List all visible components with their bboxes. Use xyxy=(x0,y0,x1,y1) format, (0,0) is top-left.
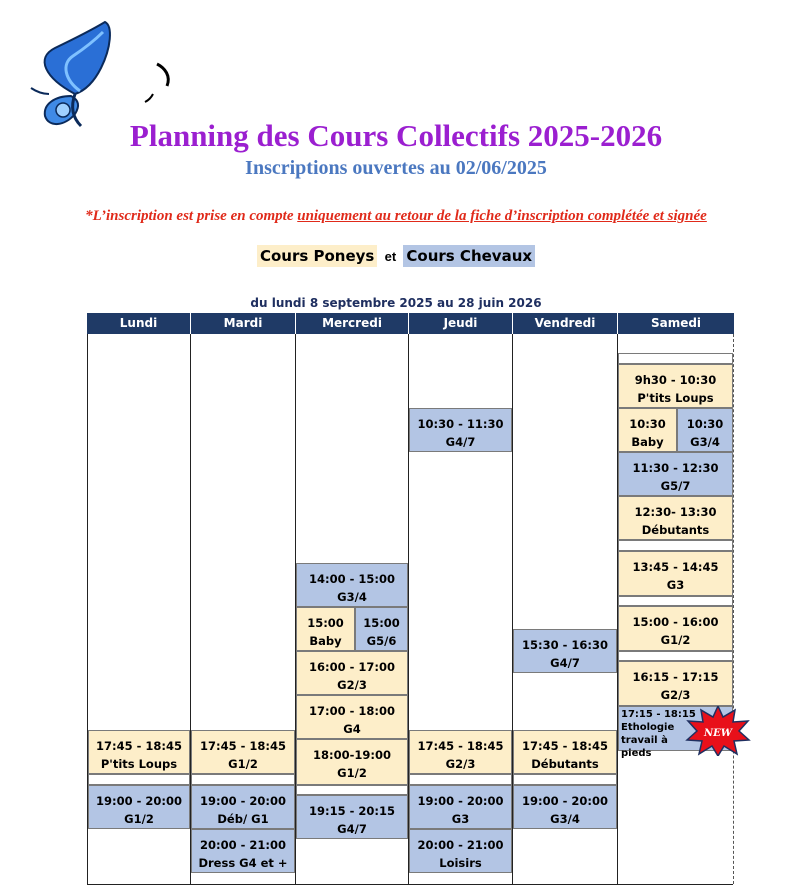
slot-group: Débutants xyxy=(641,523,710,537)
slot-group: G2/3 xyxy=(660,688,691,702)
slot-group: G3/4 xyxy=(690,435,720,449)
slot-gap xyxy=(618,651,733,661)
slot-time: 16:15 - 17:15 xyxy=(632,670,719,684)
slot-time: 19:00 - 20:00 xyxy=(200,794,286,808)
slot-time: 9h30 - 10:30 xyxy=(634,373,717,387)
slot-samedi-6 xyxy=(618,551,733,596)
slot-group: Débutants xyxy=(531,757,599,771)
new-badge xyxy=(685,706,751,756)
slot-time: 15:00 - 16:00 xyxy=(632,615,719,629)
slot-group: G4/7 xyxy=(337,822,367,836)
slot-samedi-4 xyxy=(618,452,733,496)
notice-underlined: uniquement au retour de la fiche d’inscription complétée et signée xyxy=(297,208,707,224)
slot-vendredi-2 xyxy=(513,730,617,774)
slot-samedi-7 xyxy=(618,606,733,651)
legend xyxy=(0,247,792,265)
new-badge-label: NEW xyxy=(704,728,732,739)
slot-group: P'tits Loups xyxy=(637,391,714,405)
slot-gap xyxy=(618,353,733,364)
day-header-mercredi: Mercredi xyxy=(296,313,409,334)
slot-gap xyxy=(618,596,733,606)
slot-jeudi-3 xyxy=(409,785,512,829)
notice-prefix: *L’inscription est prise en compte xyxy=(85,208,298,224)
slot-time: 10:30 - 11:30 xyxy=(417,417,504,431)
slot-time: 20:00 - 21:00 xyxy=(200,838,286,852)
slot-time: 10:30 xyxy=(629,417,666,431)
slot-time: 10:30 xyxy=(686,417,724,431)
legend-and: et xyxy=(384,249,397,264)
slot-group: G3 xyxy=(666,578,685,592)
slot-mercredi-4 xyxy=(296,651,408,695)
slot-time: 17:45 - 18:45 xyxy=(522,739,608,753)
slot-mardi-1 xyxy=(191,730,295,774)
slot-group: G1/2 xyxy=(124,812,154,826)
slot-jeudi-2 xyxy=(409,730,512,774)
slot-samedi-8 xyxy=(618,661,733,706)
slot-group: G4/7 xyxy=(445,435,476,449)
slot-jeudi-4 xyxy=(409,829,512,873)
slot-time: 17:15 - 18:15 xyxy=(621,709,696,720)
slot-time: 20:00 - 21:00 xyxy=(417,838,504,852)
slot-vendredi-1 xyxy=(513,629,617,673)
slot-group: G2/3 xyxy=(337,678,367,692)
slot-gap xyxy=(618,540,733,551)
slot-group: G3 xyxy=(451,812,470,826)
slot-mercredi-6 xyxy=(296,739,408,785)
slot-time: 19:00 - 20:00 xyxy=(417,794,504,808)
registration-notice xyxy=(0,208,792,225)
slot-time: 15:30 - 16:30 xyxy=(522,638,608,652)
slot-time: 19:00 - 20:00 xyxy=(522,794,608,808)
slot-group: Déb/ G1 xyxy=(217,812,269,826)
slot-group: Dress G4 et + xyxy=(198,856,288,870)
slot-time: 17:45 - 18:45 xyxy=(96,739,182,753)
slot-group: Ethologie travail à pieds xyxy=(621,722,675,759)
slot-group: G2/3 xyxy=(445,757,476,771)
slot-group: G5/6 xyxy=(366,634,397,648)
slot-mercredi-3 xyxy=(355,607,408,651)
slot-group: G5/7 xyxy=(660,479,691,493)
page-title: Planning des Cours Collectifs 2025-2026 xyxy=(129,118,663,153)
slot-time: 17:45 - 18:45 xyxy=(417,739,504,753)
slot-time: 17:00 - 18:00 xyxy=(309,704,395,718)
slot-lundi-2 xyxy=(88,785,190,829)
page-subtitle: Inscriptions ouvertes au 02/06/2025 xyxy=(245,157,547,179)
slot-gap xyxy=(88,774,190,785)
slot-group: P'tits Loups xyxy=(100,757,178,771)
slot-time: 14:00 - 15:00 xyxy=(309,572,395,586)
legend-ponies: Cours Poneys xyxy=(257,245,377,267)
slot-time: 12:30- 13:30 xyxy=(634,505,717,519)
slot-gap xyxy=(296,785,408,795)
day-header-vendredi: Vendredi xyxy=(513,313,618,334)
day-header-lundi: Lundi xyxy=(87,313,191,334)
day-header-samedi: Samedi xyxy=(618,313,734,334)
table-bottom-line xyxy=(87,884,733,885)
slot-time: 11:30 - 12:30 xyxy=(632,461,719,475)
slot-group: G4/7 xyxy=(550,656,580,670)
slot-mercredi-7 xyxy=(296,795,408,839)
slot-gap xyxy=(191,774,295,785)
period-label: du lundi 8 septembre 2025 au 28 juin 2026 xyxy=(250,296,542,310)
slot-time: 18:00-19:00 xyxy=(313,748,391,762)
slot-mercredi-5 xyxy=(296,695,408,739)
slot-group: G3/4 xyxy=(550,812,580,826)
day-header-mardi: Mardi xyxy=(191,313,296,334)
slot-time: 19:00 - 20:00 xyxy=(96,794,182,808)
day-header-jeudi: Jeudi xyxy=(409,313,513,334)
slot-group: Baby xyxy=(631,435,664,449)
slot-time: 17:45 - 18:45 xyxy=(200,739,286,753)
column-line xyxy=(733,334,734,884)
slot-gap xyxy=(409,774,512,785)
slot-mardi-2 xyxy=(191,785,295,829)
slot-samedi-2 xyxy=(618,408,677,452)
slot-vendredi-3 xyxy=(513,785,617,829)
slot-group: Baby xyxy=(309,634,342,648)
slot-samedi-1 xyxy=(618,364,733,408)
slot-time: 15:00 xyxy=(307,616,344,630)
slot-gap xyxy=(513,774,617,785)
slot-mardi-3 xyxy=(191,829,295,873)
slot-group: Loisirs xyxy=(439,856,482,870)
slot-samedi-5 xyxy=(618,496,733,540)
slot-group: G3/4 xyxy=(337,590,367,604)
slot-group: G1/2 xyxy=(228,757,258,771)
slot-mercredi-2 xyxy=(296,607,355,651)
legend-horses: Cours Chevaux xyxy=(403,245,535,267)
slot-group: G4 xyxy=(343,722,361,736)
slot-mercredi-1 xyxy=(296,563,408,607)
slot-group: G1/2 xyxy=(660,633,691,647)
slot-samedi-3 xyxy=(677,408,733,452)
slot-lundi-1 xyxy=(88,730,190,774)
slot-time: 19:15 - 20:15 xyxy=(309,804,395,818)
slot-jeudi-1 xyxy=(409,408,512,452)
slot-time: 15:00 xyxy=(363,616,400,630)
slot-time: 16:00 - 17:00 xyxy=(309,660,395,674)
slot-time: 13:45 - 14:45 xyxy=(632,560,719,574)
slot-group: G1/2 xyxy=(337,766,367,780)
